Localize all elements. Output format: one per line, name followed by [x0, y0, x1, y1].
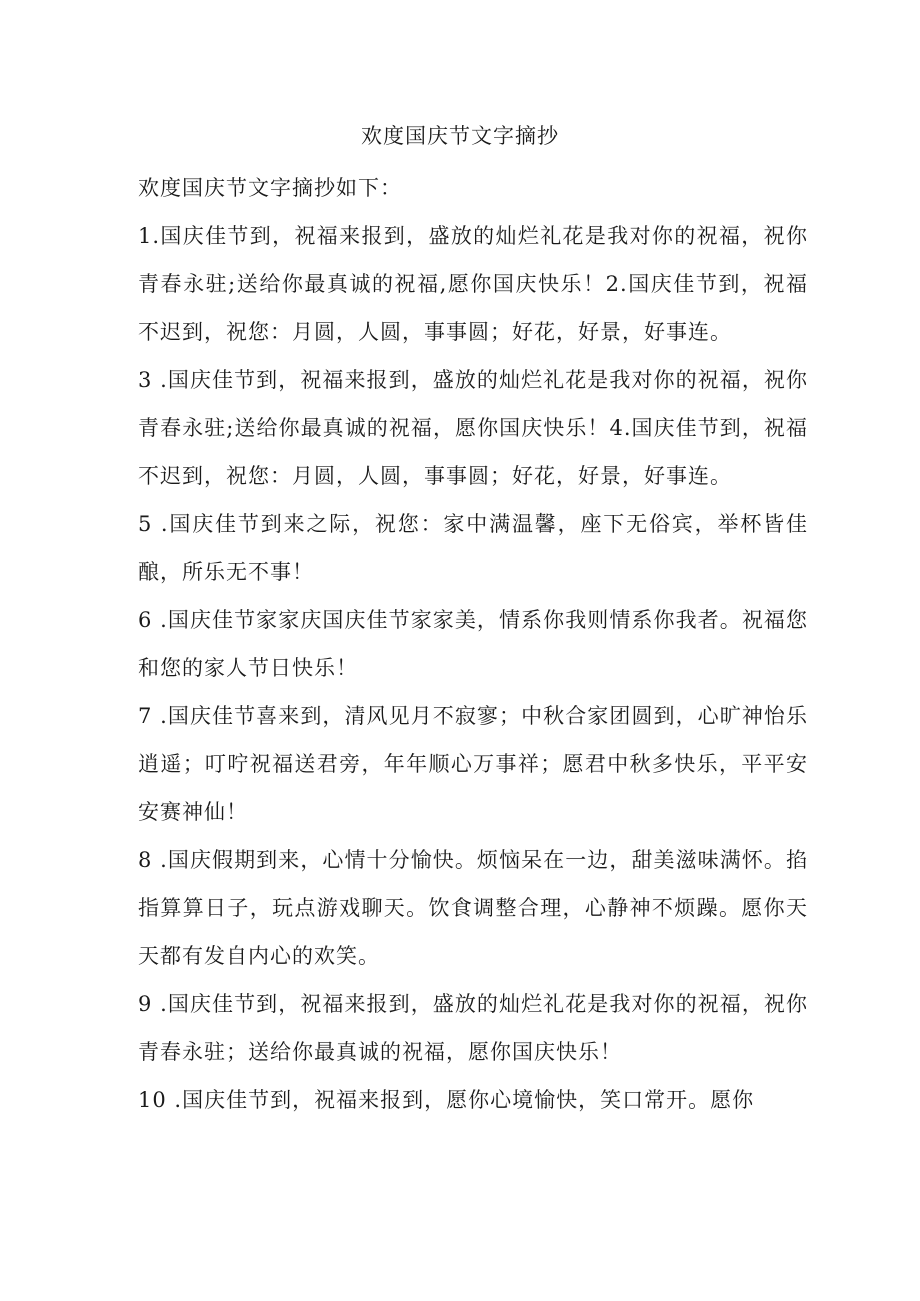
intro-paragraph: 欢度国庆节文字摘抄如下： [138, 176, 402, 200]
paragraph-7: 7 .国庆佳节喜来到，清风见月不寂寥；中秋合家团圆到，心旷神怡乐逍遥；叮咛祝福送君旁，年年顺心万事祥；愿君中秋多快乐，平平安安赛神仙！ [138, 704, 808, 824]
document-body [138, 164, 808, 1124]
paragraph-6: 6 .国庆佳节家家庆国庆佳节家家美，情系你我则情系你我者。祝福您和您的家人节日快乐！ [138, 608, 808, 680]
document-title: 欢度国庆节文字摘抄 [361, 124, 559, 148]
paragraph-5: 5 .国庆佳节到来之际，祝您：家中满温馨，座下无俗宾，举杯皆佳酿，所乐无不事！ [138, 512, 808, 584]
paragraph-8: 8 .国庆假期到来，心情十分愉快。烦恼呆在一边，甜美滋味满怀。掐指算算日子，玩点游戏聊天。饮食调整合理，心静神不烦躁。愿你天天都有发自内心的欢笑。 [138, 848, 808, 968]
paragraph-1-2: 1.国庆佳节到，祝福来报到，盛放的灿烂礼花是我对你的祝福，祝你青春永驻;送给你最真诚的祝福,愿你国庆快乐！2.国庆佳节到，祝福不迟到，祝您：月圆，人圆，事事圆；好花，好景，好事连。 [138, 224, 808, 344]
paragraph-3-4: 3 .国庆佳节到，祝福来报到，盛放的灿烂礼花是我对你的祝福，祝你青春永驻;送给你最真诚的祝福，愿你国庆快乐！4.国庆佳节到，祝福不迟到，祝您：月圆，人圆，事事圆；好花，好景，好事连。 [138, 368, 808, 488]
paragraph-10: 10 .国庆佳节到，祝福来报到，愿你心境愉快，笑口常开。愿你 [138, 1088, 755, 1112]
paragraph-9: 9 .国庆佳节到，祝福来报到，盛放的灿烂礼花是我对你的祝福，祝你青春永驻；送给你最真诚的祝福，愿你国庆快乐！ [138, 992, 808, 1064]
